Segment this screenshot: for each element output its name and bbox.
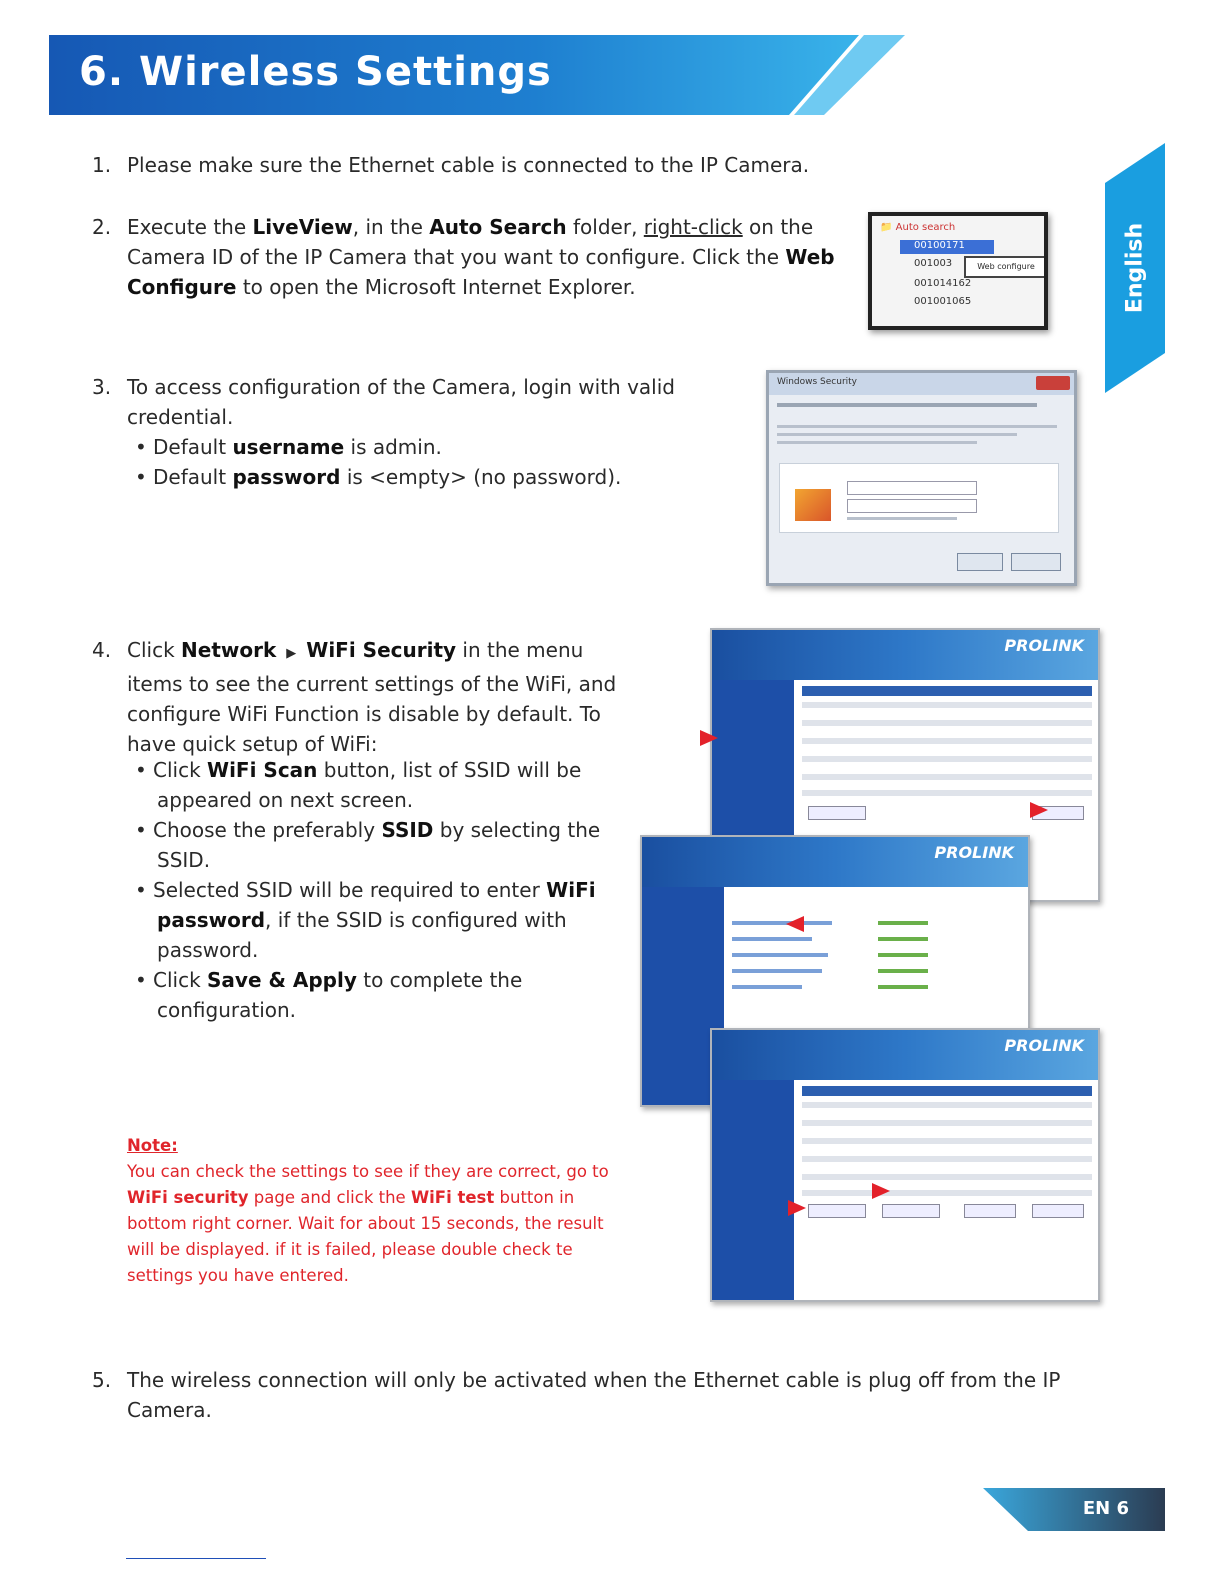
ok-button[interactable] (957, 553, 1003, 571)
ssid-list-item[interactable] (732, 985, 802, 989)
wifi-settings-screenshot-3 (710, 1028, 1100, 1302)
step-text: Please make sure the Ethernet cable is connected to the IP Camera. (127, 153, 810, 177)
save-apply-button[interactable] (808, 1204, 866, 1218)
pointer-arrow-icon (700, 730, 718, 746)
ssid-list-item[interactable] (732, 969, 822, 973)
pointer-arrow-icon (788, 1200, 806, 1216)
wifi-security-term: WiFi Security (306, 638, 457, 662)
footer-rule (126, 1558, 266, 1559)
wifi-test-button[interactable] (1032, 1204, 1084, 1218)
step-2: 2. Execute the LiveView, in the Auto Search folder, right-click on the Camera ID of the IP Camera that you want to configure. Click the Web Configure to open the Microsoft Internet Explorer. (92, 212, 852, 304)
save-apply-button[interactable] (808, 806, 866, 820)
folder-label: 📁 Auto search (880, 222, 956, 233)
step-number: 3. (92, 375, 112, 399)
password-input[interactable] (847, 499, 977, 513)
step-number: 1. (92, 153, 112, 177)
network-term: Network (181, 638, 277, 662)
prolink-logo: PROLINK (1004, 636, 1084, 655)
step-number: 4. (92, 638, 112, 662)
ssid-list-item[interactable] (732, 937, 812, 941)
toolbar-button[interactable] (964, 1204, 1016, 1218)
close-icon (1036, 376, 1070, 390)
language-label: English (1122, 222, 1148, 314)
page-header-banner (49, 35, 905, 115)
right-click-term: right-click (643, 215, 743, 239)
toolbar-button[interactable] (882, 1204, 940, 1218)
note-title: Note: (127, 1136, 178, 1155)
page-number-tab (983, 1488, 1165, 1531)
cancel-button[interactable] (1011, 553, 1061, 571)
prolink-logo: PROLINK (1004, 1036, 1084, 1055)
dialog-titlebar: Windows Security (769, 373, 1074, 395)
username-input[interactable] (847, 481, 977, 495)
language-side-tab (1105, 143, 1165, 393)
remember-credentials-checkbox[interactable] (847, 517, 957, 520)
pointer-arrow-icon (1030, 802, 1048, 818)
note-box: Note: You can check the settings to see if they are correct, go to WiFi security page and click the WiFi test button in bottom right corner. Wait for about 15 seconds, the result will be displayed. if it is failed, please double check te settings you have entered. (127, 1133, 617, 1289)
prolink-logo: PROLINK (934, 843, 1014, 862)
step-number: 2. (92, 215, 112, 239)
web-configure-menu-item[interactable]: Web configure (964, 256, 1048, 278)
step-number: 5. (92, 1368, 112, 1392)
web-configure-term: Configure (127, 275, 237, 299)
page-number: EN 6 (1082, 1498, 1129, 1519)
page-title: 6. Wireless Settings (79, 49, 552, 95)
liveview-term: LiveView (252, 215, 353, 239)
ssid-list-item[interactable] (732, 921, 832, 925)
selected-camera-id: 00100171 (900, 240, 994, 254)
auto-search-term: Auto Search (429, 215, 567, 239)
user-avatar-icon (795, 489, 831, 521)
pointer-arrow-icon (786, 916, 804, 932)
camera-id: 001001065 (914, 296, 972, 307)
pointer-arrow-icon (872, 1183, 890, 1199)
arrow-right-icon: ▶ (286, 646, 297, 661)
ssid-list-item[interactable] (732, 953, 828, 957)
camera-id: 001014162 (914, 278, 972, 289)
camera-id: 001003 (914, 258, 953, 269)
login-dialog-screenshot (766, 370, 1077, 586)
auto-search-screenshot (868, 212, 1048, 330)
